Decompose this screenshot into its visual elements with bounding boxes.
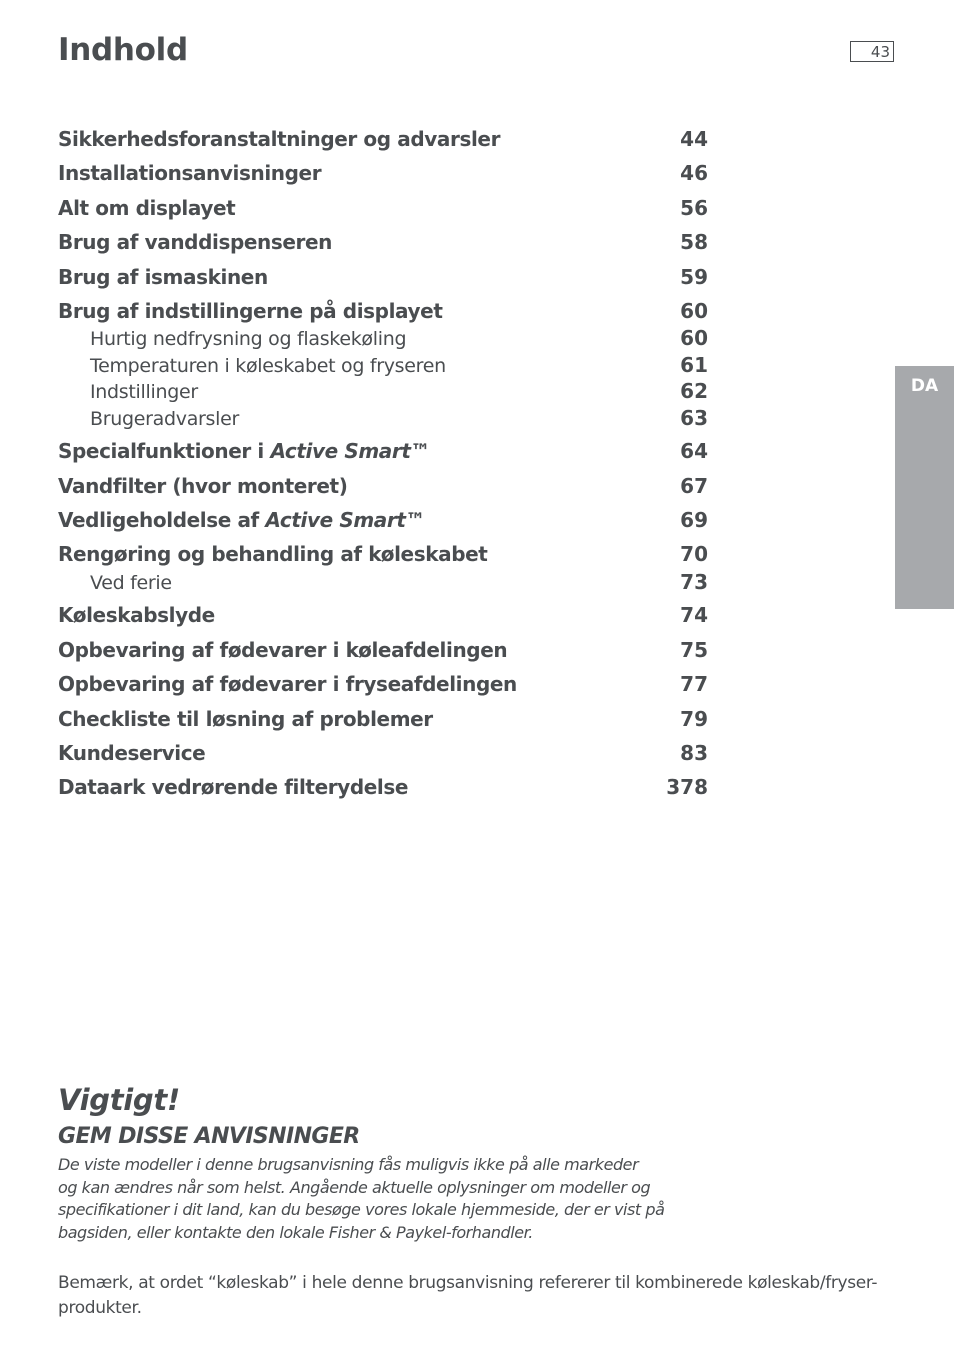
toc-entry[interactable]	[58, 508, 708, 532]
toc-entry-label-text: Vedligeholdelse af	[58, 508, 266, 532]
toc-entry-page: 61	[680, 353, 708, 377]
toc-entry[interactable]	[58, 638, 708, 662]
toc-entry-label: Temperaturen i køleskabet og fryseren	[90, 355, 446, 377]
toc-entry-page: 56	[680, 196, 708, 220]
toc-entry[interactable]	[58, 161, 708, 185]
page-number: 43	[850, 41, 894, 62]
toc-entry[interactable]	[58, 439, 708, 463]
toc-entry[interactable]	[58, 672, 708, 696]
note-text: Bemærk, at ordet “køleskab” i hele denne brugsanvisning refererer til kombinerede køleskab/fryser-produkter.	[58, 1273, 878, 1318]
toc-entry-label: Kundeservice	[58, 741, 206, 765]
toc-entry-label: Rengøring og behandling af køleskabet	[58, 542, 488, 566]
toc-entry[interactable]	[58, 741, 708, 765]
toc-entry-label: Ved ferie	[90, 572, 172, 594]
toc-entry-label: Hurtig nedfrysning og flaskekøling	[90, 328, 407, 350]
toc-entry[interactable]	[58, 127, 708, 151]
important-text-line: De viste modeller i denne brugsanvisning fås muligvis ikke på alle markeder	[58, 1155, 639, 1174]
toc-entry-label: Vandfilter (hvor monteret)	[58, 474, 348, 498]
toc-entry-label: Checkliste til løsning af problemer	[58, 707, 433, 731]
important-subtitle: GEM DISSE ANVISNINGER	[58, 1124, 360, 1149]
toc-entry-page: 63	[680, 406, 708, 430]
toc-entry-label: Alt om displayet	[58, 196, 236, 220]
toc-entry-label: Køleskabslyde	[58, 603, 215, 627]
toc-entry-page: 60	[680, 326, 708, 350]
toc-entry-page: 74	[680, 603, 708, 627]
toc-entry-label: Indstillinger	[90, 381, 198, 403]
toc-entry-page: 73	[680, 570, 708, 594]
toc-entry[interactable]	[58, 775, 708, 799]
toc-entry-label-text: Specialfunktioner i	[58, 439, 271, 463]
toc-entry-page: 83	[680, 741, 708, 765]
toc-entry-page: 60	[680, 299, 708, 323]
toc-entry-label: Brug af indstillingerne på displayet	[58, 299, 443, 323]
important-text-line: specifikationer i dit land, kan du besøge vores lokale hjemmeside, der er vist på	[58, 1200, 665, 1219]
toc-entry[interactable]	[58, 265, 708, 289]
toc-entry-page: 79	[680, 707, 708, 731]
toc-subentry[interactable]	[58, 570, 708, 594]
toc-entry-label-brand: Active Smart™	[265, 508, 426, 532]
toc-entry-page: 64	[680, 439, 708, 463]
toc-entry[interactable]	[58, 707, 708, 731]
toc-entry-page: 70	[680, 542, 708, 566]
toc-entry-label: Dataark vedrørende filterydelse	[58, 775, 409, 799]
toc-entry-label: Brug af ismaskinen	[58, 265, 268, 289]
toc-entry-label: Brug af vanddispenseren	[58, 230, 333, 254]
toc-subentry[interactable]	[58, 326, 708, 350]
toc-entry[interactable]	[58, 603, 708, 627]
toc-entry[interactable]	[58, 196, 708, 220]
toc-entry-label	[58, 508, 425, 532]
toc-subentry[interactable]	[58, 379, 708, 403]
toc-entry-page: 69	[680, 508, 708, 532]
toc-subentry[interactable]	[58, 353, 708, 377]
toc-subentry[interactable]	[58, 406, 708, 430]
toc-entry-page: 46	[680, 161, 708, 185]
toc-entry[interactable]	[58, 474, 708, 498]
important-text-line: bagsiden, eller kontakte den lokale Fisher & Paykel-forhandler.	[58, 1222, 533, 1242]
toc-entry-label: Sikkerhedsforanstaltninger og advarsler	[58, 127, 501, 151]
important-text-line: og kan ændres når som helst. Angående aktuelle oplysninger om modeller og	[58, 1177, 651, 1197]
page-title: Indhold	[58, 32, 188, 68]
toc-entry-label: Brugeradvarsler	[90, 408, 240, 430]
toc-entry-label: Opbevaring af fødevarer i køleafdelingen	[58, 638, 508, 662]
toc-entry-label: Installationsanvisninger	[58, 161, 322, 185]
important-title: Vigtigt!	[58, 1083, 180, 1117]
toc-entry-page: 58	[680, 230, 708, 254]
toc-entry[interactable]	[58, 230, 708, 254]
toc-entry-page: 77	[680, 672, 708, 696]
toc-entry-page: 75	[680, 638, 708, 662]
important-text	[58, 1154, 698, 1244]
toc-entry-page: 44	[680, 127, 708, 151]
toc-entry-label: Opbevaring af fødevarer i fryseafdelingen	[58, 672, 517, 696]
toc-entry-page: 62	[680, 379, 708, 403]
toc-entry-label-brand: Active Smart™	[270, 439, 431, 463]
toc-entry[interactable]	[58, 542, 708, 566]
toc-entry-page: 67	[680, 474, 708, 498]
toc-entry-page: 59	[680, 265, 708, 289]
toc-entry-label	[58, 439, 430, 463]
language-tab: DA	[895, 366, 954, 609]
toc-entry[interactable]	[58, 299, 708, 323]
toc-entry-page: 378	[666, 775, 708, 799]
